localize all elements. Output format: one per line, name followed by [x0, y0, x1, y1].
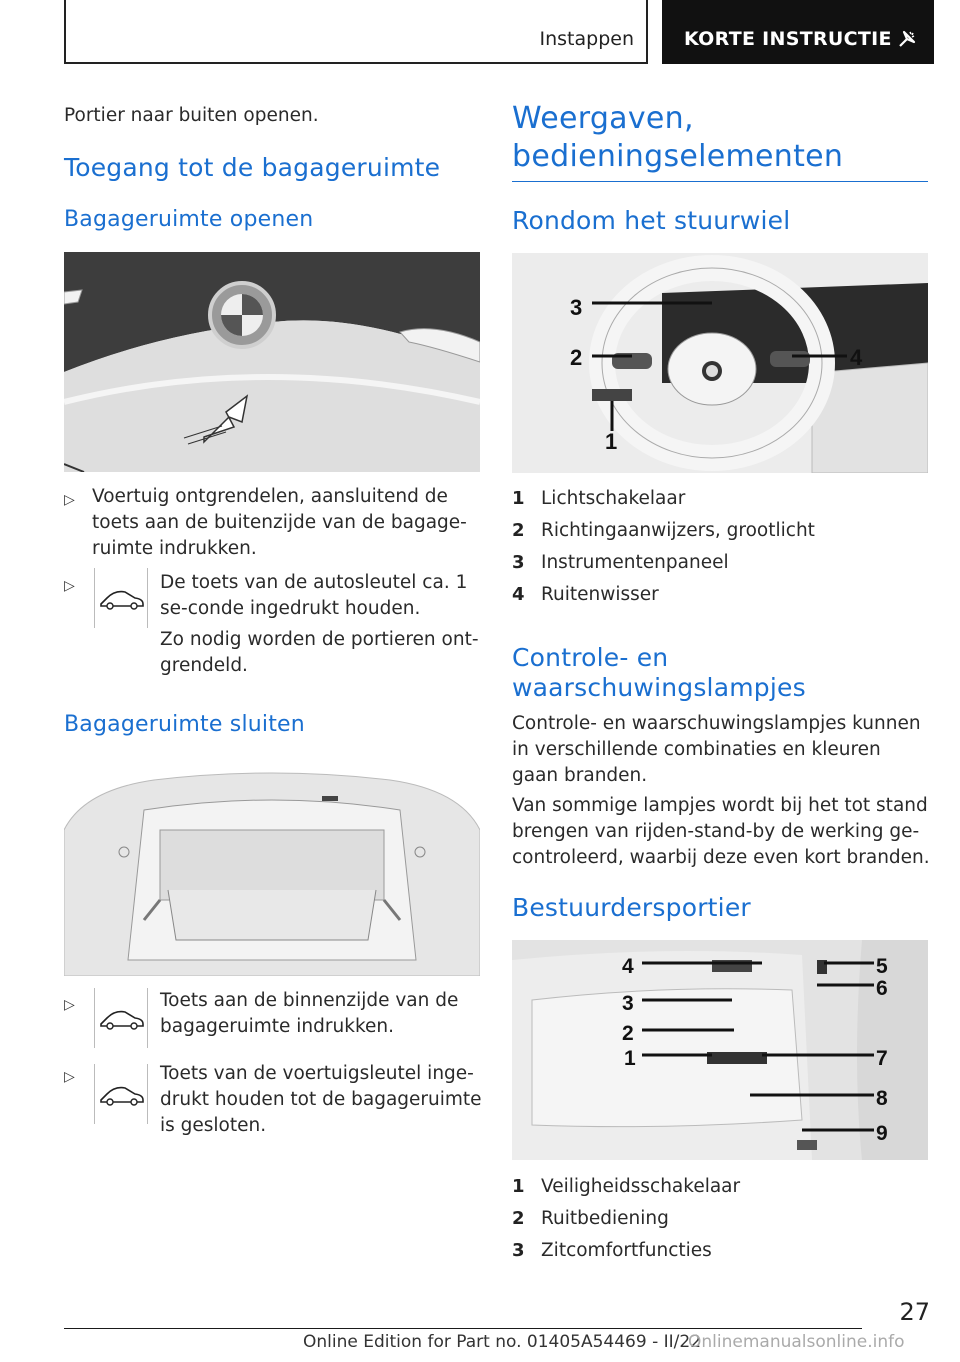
open-note: [160, 627, 482, 679]
footer-rule: [64, 1328, 862, 1329]
heading-access: Toegang tot de bagageruimte: [64, 153, 441, 182]
heading-close: Bagageruimte sluiten: [64, 712, 305, 737]
lamps-paragraph-2: Van sommige lampjes wordt bij het tot stand brengen van rijden-stand-by de werking ge-controleerd, waarbij deze even kort branden.: [512, 795, 930, 868]
heading-wheel: Rondom het stuurwiel: [512, 206, 791, 235]
wheel-callout-4: 4: [850, 345, 863, 370]
bullet-marker: ▷: [64, 997, 75, 1013]
close-step-2: Toets van de voertuigsleutel inge-drukt houden tot de bagageruimte is gesloten.: [160, 1063, 482, 1136]
figure-tailgate-interior: [64, 770, 480, 976]
heading-lamps: Controle- en waarschuwingslampjes: [512, 643, 806, 702]
door-callout-2: 2: [622, 1022, 634, 1045]
chapter-title: KORTE INSTRUCTIE: [684, 28, 892, 50]
car-key-icon: [94, 988, 148, 1048]
door-callout-6: 6: [876, 977, 888, 1000]
door-callout-9: 9: [876, 1122, 888, 1145]
item-number: 1: [512, 488, 525, 509]
car-key-icon: [94, 568, 148, 628]
wheel-callout-2: 2: [570, 345, 583, 370]
section-title: Instappen: [539, 28, 634, 50]
lamps-paragraph-1: Controle- en waarschuwingslampjes kunnen in verschillende combinaties en kleuren gaan branden.: [512, 713, 921, 786]
item-label: Ruitenwisser: [541, 584, 659, 605]
bullet-marker: ▷: [64, 1069, 75, 1085]
wheel-callout-1: 1: [605, 429, 618, 454]
item-label: Instrumentenpaneel: [541, 552, 729, 573]
item-label: Zitcomfortfuncties: [541, 1240, 712, 1261]
intro-text: Portier naar buiten openen.: [64, 105, 319, 126]
door-callout-1: 1: [624, 1047, 636, 1070]
figure-driver-door: [512, 940, 928, 1160]
item-label: Ruitbediening: [541, 1208, 669, 1229]
heading-door: Bestuurdersportier: [512, 893, 751, 922]
open-note-text: Zo nodig worden de portieren ont-grendeld.: [160, 629, 479, 676]
bullet-marker: ▷: [64, 492, 75, 508]
door-callout-5: 5: [876, 955, 888, 978]
heading-main: Weergaven, bedieningselementen: [512, 101, 844, 174]
item-number: 2: [512, 520, 525, 541]
wheel-callout-3: 3: [570, 295, 583, 320]
open-step-2: De toets van de autosleutel ca. 1 se-conde ingedrukt houden.: [160, 572, 468, 619]
bullet-marker: ▷: [64, 578, 75, 594]
heading-rule: [512, 181, 928, 182]
door-callout-4: 4: [622, 955, 634, 978]
open-step-1: Voertuig ontgrendelen, aansluitend de toets aan de buitenzijde van de bagage-ruimte indrukken.: [92, 486, 467, 559]
door-callout-7: 7: [876, 1047, 888, 1070]
item-label: Richtingaanwijzers, grootlicht: [541, 520, 815, 541]
chapter-tab: [662, 0, 934, 64]
figure-tailgate-exterior: [64, 252, 480, 472]
item-label: Lichtschakelaar: [541, 488, 686, 509]
page-number: 27: [899, 1298, 930, 1326]
door-callout-8: 8: [876, 1087, 888, 1110]
item-label: Veiligheidsschakelaar: [541, 1176, 741, 1197]
item-number: 4: [512, 584, 525, 605]
footer-edition: Online Edition for Part no. 01405A54469 - II/22: [303, 1332, 702, 1352]
heading-open: Bagageruimte openen: [64, 207, 314, 232]
item-number: 3: [512, 552, 525, 573]
item-number: 2: [512, 1208, 525, 1229]
car-key-icon: [94, 1064, 148, 1124]
item-number: 1: [512, 1176, 525, 1197]
figure-steering-wheel: [512, 253, 928, 473]
door-callout-3: 3: [622, 992, 634, 1015]
footer-watermark: Onlinemanualsonline.info: [688, 1332, 905, 1352]
quick-guide-icon: [896, 28, 918, 50]
item-number: 3: [512, 1240, 525, 1261]
close-step-1: Toets aan de binnenzijde van de bagageruimte indrukken.: [160, 990, 459, 1037]
